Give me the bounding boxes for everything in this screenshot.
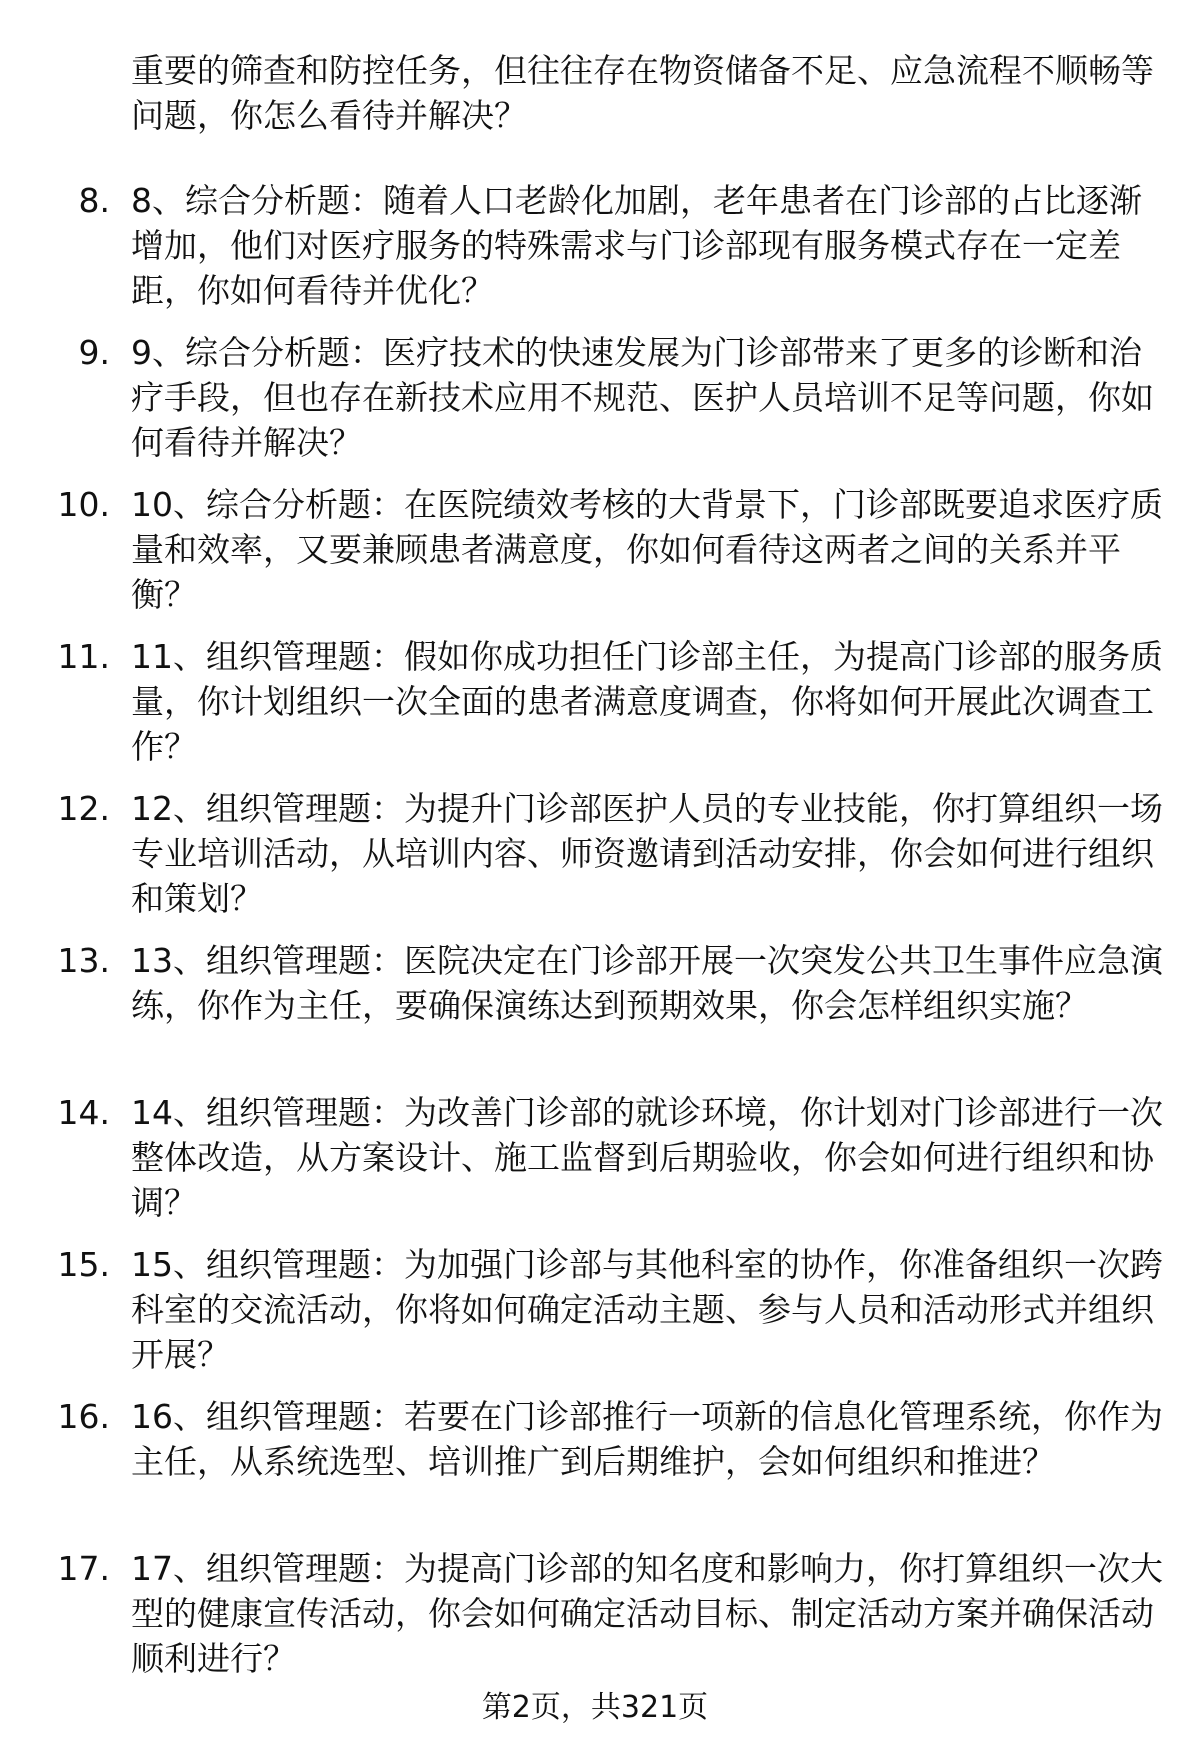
list-number: 15. bbox=[57, 1245, 110, 1284]
list-number: 10. bbox=[57, 485, 110, 524]
question-text: 15、组织管理题：为加强门诊部与其他科室的协作，你准备组织一次跨科室的交流活动，你将如何确定活动主题、参与人员和活动形式并组织开展？ bbox=[131, 1245, 1163, 1374]
list-item bbox=[0, 634, 1190, 786]
list-item bbox=[0, 1242, 1190, 1394]
list-item bbox=[0, 938, 1190, 1090]
question-text: 16、组织管理题：若要在门诊部推行一项新的信息化管理系统，你作为主任，从系统选型、培训推广到后期维护，会如何组织和推进？ bbox=[131, 1397, 1163, 1481]
list-item bbox=[0, 482, 1190, 634]
list-item bbox=[0, 786, 1190, 938]
page-footer: 第2页，共321页 bbox=[481, 1690, 709, 1725]
list-number: 14. bbox=[57, 1093, 110, 1132]
list-item bbox=[0, 330, 1190, 482]
list-item bbox=[0, 178, 1190, 330]
list-item bbox=[0, 1546, 1190, 1698]
continued-question-text: 重要的筛查和防控任务，但往往存在物资储备不足、应急流程不顺畅等问题，你怎么看待并解决？ bbox=[131, 51, 1154, 135]
list-number: 13. bbox=[57, 941, 110, 980]
question-text: 12、组织管理题：为提升门诊部医护人员的专业技能，你打算组织一场专业培训活动，从培训内容、师资邀请到活动安排，你会如何进行组织和策划？ bbox=[131, 789, 1163, 918]
list-number: 11. bbox=[57, 637, 110, 676]
question-text: 14、组织管理题：为改善门诊部的就诊环境，你计划对门诊部进行一次整体改造，从方案设计、施工监督到后期验收，你会如何进行组织和协调？ bbox=[131, 1093, 1163, 1222]
list-number: 8. bbox=[78, 181, 110, 220]
list-item bbox=[0, 1090, 1190, 1242]
list-number: 16. bbox=[57, 1397, 110, 1436]
question-text: 11、组织管理题：假如你成功担任门诊部主任，为提高门诊部的服务质量，你计划组织一次全面的患者满意度调查，你将如何开展此次调查工作？ bbox=[131, 637, 1163, 766]
question-text: 17、组织管理题：为提高门诊部的知名度和影响力，你打算组织一次大型的健康宣传活动，你会如何确定活动目标、制定活动方案并确保活动顺利进行？ bbox=[131, 1549, 1163, 1678]
question-text: 9、综合分析题：医疗技术的快速发展为门诊部带来了更多的诊断和治疗手段，但也存在新技术应用不规范、医护人员培训不足等问题，你如何看待并解决？ bbox=[131, 333, 1154, 462]
list-number: 17. bbox=[57, 1549, 110, 1588]
question-text: 8、综合分析题：随着人口老龄化加剧，老年患者在门诊部的占比逐渐增加，他们对医疗服务的特殊需求与门诊部现有服务模式存在一定差距，你如何看待并优化？ bbox=[131, 181, 1142, 310]
list-number: 12. bbox=[57, 789, 110, 828]
question-text: 13、组织管理题：医院决定在门诊部开展一次突发公共卫生事件应急演练，你作为主任，要确保演练达到预期效果，你会怎样组织实施？ bbox=[131, 941, 1163, 1025]
list-item bbox=[0, 1394, 1190, 1546]
question-list bbox=[0, 178, 1190, 1698]
list-number: 9. bbox=[78, 333, 110, 372]
question-text: 10、综合分析题：在医院绩效考核的大背景下，门诊部既要追求医疗质量和效率，又要兼顾患者满意度，你如何看待这两者之间的关系并平衡？ bbox=[131, 485, 1163, 614]
